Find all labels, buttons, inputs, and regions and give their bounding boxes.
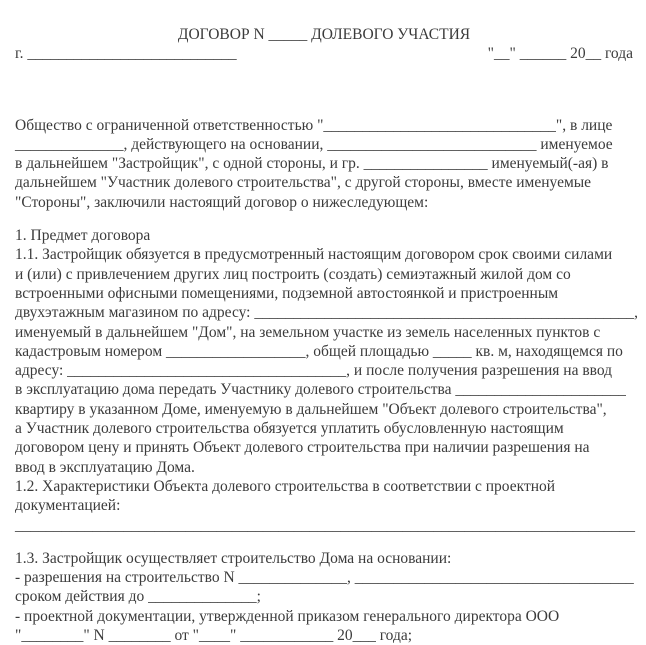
- text-line: - разрешения на строительство N ______________, ____________________________________: [15, 569, 634, 587]
- text-line: договором цену и принять Объект долевого строительства при наличии разрешения на: [15, 439, 590, 457]
- section-1-3-grounds: [15, 549, 633, 645]
- text-line: кадастровым номером __________________, общей площадью _____ кв. м, находящемся по: [15, 342, 623, 360]
- text-line: квартиру в указанном Доме, именуемую в дальнейшем "Объект долевого строительства",: [15, 400, 607, 418]
- date-blank-field: "__" ______ 20__ года: [487, 45, 633, 63]
- document-title: ДОГОВОР N _____ ДОЛЕВОГО УЧАСТИЯ: [177, 26, 471, 43]
- text-line: документацией:: [15, 497, 121, 515]
- text-line: адресу: ____________________________________, и после получения разрешения на ввод: [15, 362, 613, 380]
- contract-document: [15, 25, 638, 645]
- text-line: "Стороны", заключили настоящий договор о нижеследующем:: [15, 193, 429, 211]
- text-line: Общество с ограниченной ответственностью "______________________________", в лице: [15, 116, 613, 134]
- text-line: - проектной документации, утвержденной приказом генерального директора ООО: [15, 607, 560, 625]
- text-line: "________" N ________ от "____" ____________ 20___ года;: [15, 627, 413, 645]
- city-blank-field: г. ___________________________: [15, 45, 237, 63]
- blank-fill-line: ________________________________________________________________________________: [15, 516, 635, 534]
- text-line: 1.3. Застройщик осуществляет строительство Дома на основании:: [15, 549, 452, 567]
- text-line: сроком действия до ______________;: [15, 588, 261, 606]
- text-line: ______________, действующего на основании, ___________________________ именуемое: [15, 135, 613, 153]
- text-line: встроенными офисными помещениями, подземной автостоянкой и пристроенным: [15, 284, 559, 302]
- text-line: ввод в эксплуатацию Дома.: [15, 458, 195, 476]
- text-line: двухэтажным магазином по адресу: _________________________________________________,: [15, 304, 638, 322]
- section-1-subject: [15, 226, 638, 535]
- text-line: а Участник долевого строительства обязуется уплатить обусловленную настоящим: [15, 420, 564, 438]
- text-line: и (или) с привлечением других лиц построить (создать) семиэтажный жилой дом со: [15, 265, 571, 283]
- text-line: дальнейшем "Участник долевого строительства", с другой стороны, вместе именуемые: [15, 174, 592, 192]
- text-line: в эксплуатацию дома передать Участнику долевого строительства ______________________: [15, 381, 626, 399]
- text-line: 1.2. Характеристики Объекта долевого строительства в соответствии с проектной: [15, 477, 556, 495]
- city-date-row: [15, 44, 633, 63]
- preamble-paragraph: [15, 116, 633, 212]
- text-line: именуемый в дальнейшем "Дом", на земельном участке из земель населенных пунктов с: [15, 323, 601, 341]
- section-heading: 1. Предмет договора: [15, 227, 151, 245]
- text-line: 1.1. Застройщик обязуется в предусмотренный настоящим договором срок своими силами: [15, 246, 613, 264]
- text-line: в дальнейшем "Застройщик", с одной стороны, и гр. ________________ именуемый(-ая) в: [15, 155, 609, 173]
